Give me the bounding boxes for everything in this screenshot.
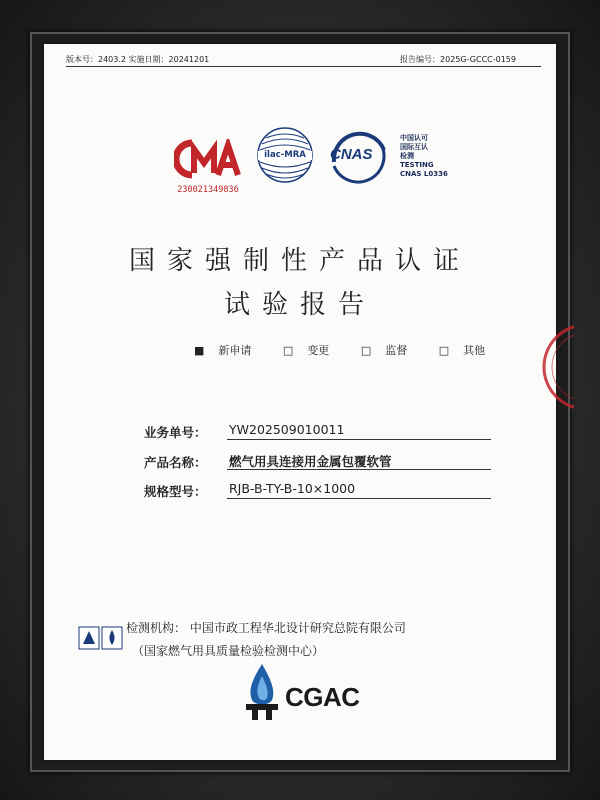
lab-name: 检测机构： 中国市政工程华北设计研究总院有限公司 bbox=[126, 621, 406, 635]
ilac-label: ilac-MRA bbox=[264, 150, 306, 160]
option-label: 新申请 bbox=[218, 344, 252, 357]
option-new bbox=[194, 344, 265, 357]
model-label: 规格型号： bbox=[144, 484, 207, 499]
ilac-mra-seal bbox=[256, 126, 314, 188]
cnas-logo-text: CNAS bbox=[330, 146, 373, 163]
business-number-label: 业务单号： bbox=[144, 425, 207, 440]
option-supervision bbox=[361, 344, 421, 357]
version-label: 版本号：2403.2 实施日期：20241201 bbox=[66, 55, 210, 64]
header-rule bbox=[66, 66, 541, 67]
product-name-value: 燃气用具连接用金属包覆软管 bbox=[227, 452, 491, 470]
cma-cert-number: 230021349836 bbox=[177, 185, 239, 195]
report-subtitle: 试验报告 bbox=[223, 290, 376, 320]
product-name-label: 产品名称： bbox=[144, 455, 207, 470]
checkbox: □ bbox=[360, 344, 372, 357]
lab-subtitle: （国家燃气用具质量检验检测中心） bbox=[132, 644, 325, 658]
option-other bbox=[439, 344, 499, 357]
business-number-value: YW202509010011 bbox=[227, 422, 491, 440]
cnas-line: 检测 bbox=[400, 152, 414, 160]
application-type-options bbox=[194, 342, 513, 358]
cnas-line: TESTING bbox=[400, 161, 434, 169]
certificate-page bbox=[44, 44, 556, 760]
checkbox: □ bbox=[282, 344, 294, 357]
cma-logo-icon bbox=[174, 139, 242, 179]
cnas-seal bbox=[326, 126, 390, 188]
option-label: 监督 bbox=[385, 344, 408, 357]
report-number-label: 报告编号：2025G-GCCC-0159 bbox=[400, 55, 516, 64]
cnas-line: CNAS L0336 bbox=[400, 170, 448, 178]
option-change bbox=[283, 344, 343, 357]
checkbox: □ bbox=[438, 344, 450, 357]
cnas-line: 国际互认 bbox=[400, 143, 428, 151]
option-label: 变更 bbox=[307, 344, 330, 357]
cma-seal bbox=[174, 139, 242, 195]
report-title: 国家强制性产品认证 bbox=[128, 246, 471, 276]
checkbox: ■ bbox=[194, 344, 205, 357]
cnas-line: 中国认可 bbox=[400, 134, 428, 142]
cnas-description bbox=[400, 134, 448, 179]
company-stamp-icon bbox=[534, 322, 574, 412]
cgac-logo-text: CGAC bbox=[285, 682, 360, 712]
lab-logos-icon bbox=[78, 626, 124, 650]
cgac-flame-icon bbox=[242, 662, 282, 722]
option-label: 其他 bbox=[463, 344, 486, 357]
model-value: RJB-B-TY-B-10×1000 bbox=[227, 481, 491, 499]
